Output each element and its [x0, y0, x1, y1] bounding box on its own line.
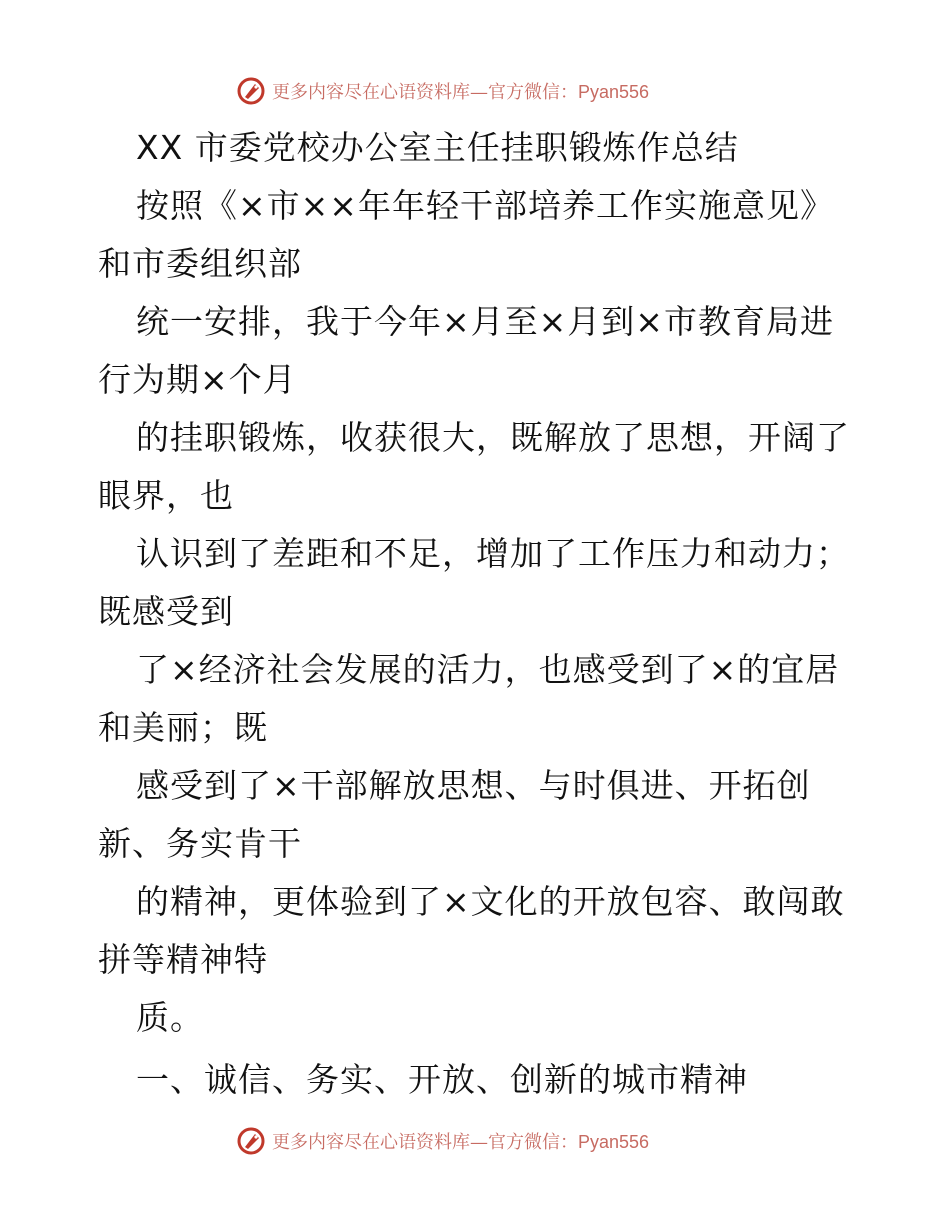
paragraph-line: 拼等精神特 — [98, 940, 268, 979]
pen-nib-circle-logo-icon — [236, 1126, 266, 1156]
paragraph-line: 认识到了差距和不足，增加了工作压力和动力； — [136, 534, 850, 573]
paragraph-line: 的精神，更体验到了×文化的开放包容、敢闯敢 — [136, 882, 845, 921]
paragraph-line: 和市委组织部 — [98, 244, 302, 283]
watermark-text: 更多内容尽在心语资料库—官方微信：Pyan556 — [272, 82, 650, 103]
paragraph-line: 既感受到 — [98, 592, 234, 631]
document-title: XX 市委党校办公室主任挂职锻炼作总结 — [136, 128, 739, 167]
section-heading: 一、诚信、务实、开放、创新的城市精神 — [136, 1060, 748, 1099]
watermark-text: 更多内容尽在心语资料库—官方微信：Pyan556 — [272, 1132, 650, 1153]
paragraph-line: 统一安排，我于今年×月至×月到×市教育局进 — [136, 302, 834, 341]
paragraph-line: 和美丽；既 — [98, 708, 268, 747]
pen-nib-circle-logo-icon — [236, 76, 266, 106]
paragraph-line: 的挂职锻炼，收获很大，既解放了思想，开阔了 — [136, 418, 850, 457]
paragraph-line: 眼界，也 — [98, 476, 234, 515]
paragraph-line: 新、务实肯干 — [98, 824, 302, 863]
paragraph-line: 行为期×个月 — [98, 360, 297, 399]
paragraph-line: 感受到了×干部解放思想、与时俱进、开拓创 — [136, 766, 811, 805]
paragraph-line: 了×经济社会发展的活力，也感受到了×的宜居 — [136, 650, 840, 689]
header-watermark — [236, 74, 649, 108]
paragraph-line: 按照《×市××年年轻干部培养工作实施意见》 — [136, 186, 834, 225]
paragraph-line: 质。 — [136, 998, 204, 1037]
footer-watermark — [236, 1124, 649, 1158]
